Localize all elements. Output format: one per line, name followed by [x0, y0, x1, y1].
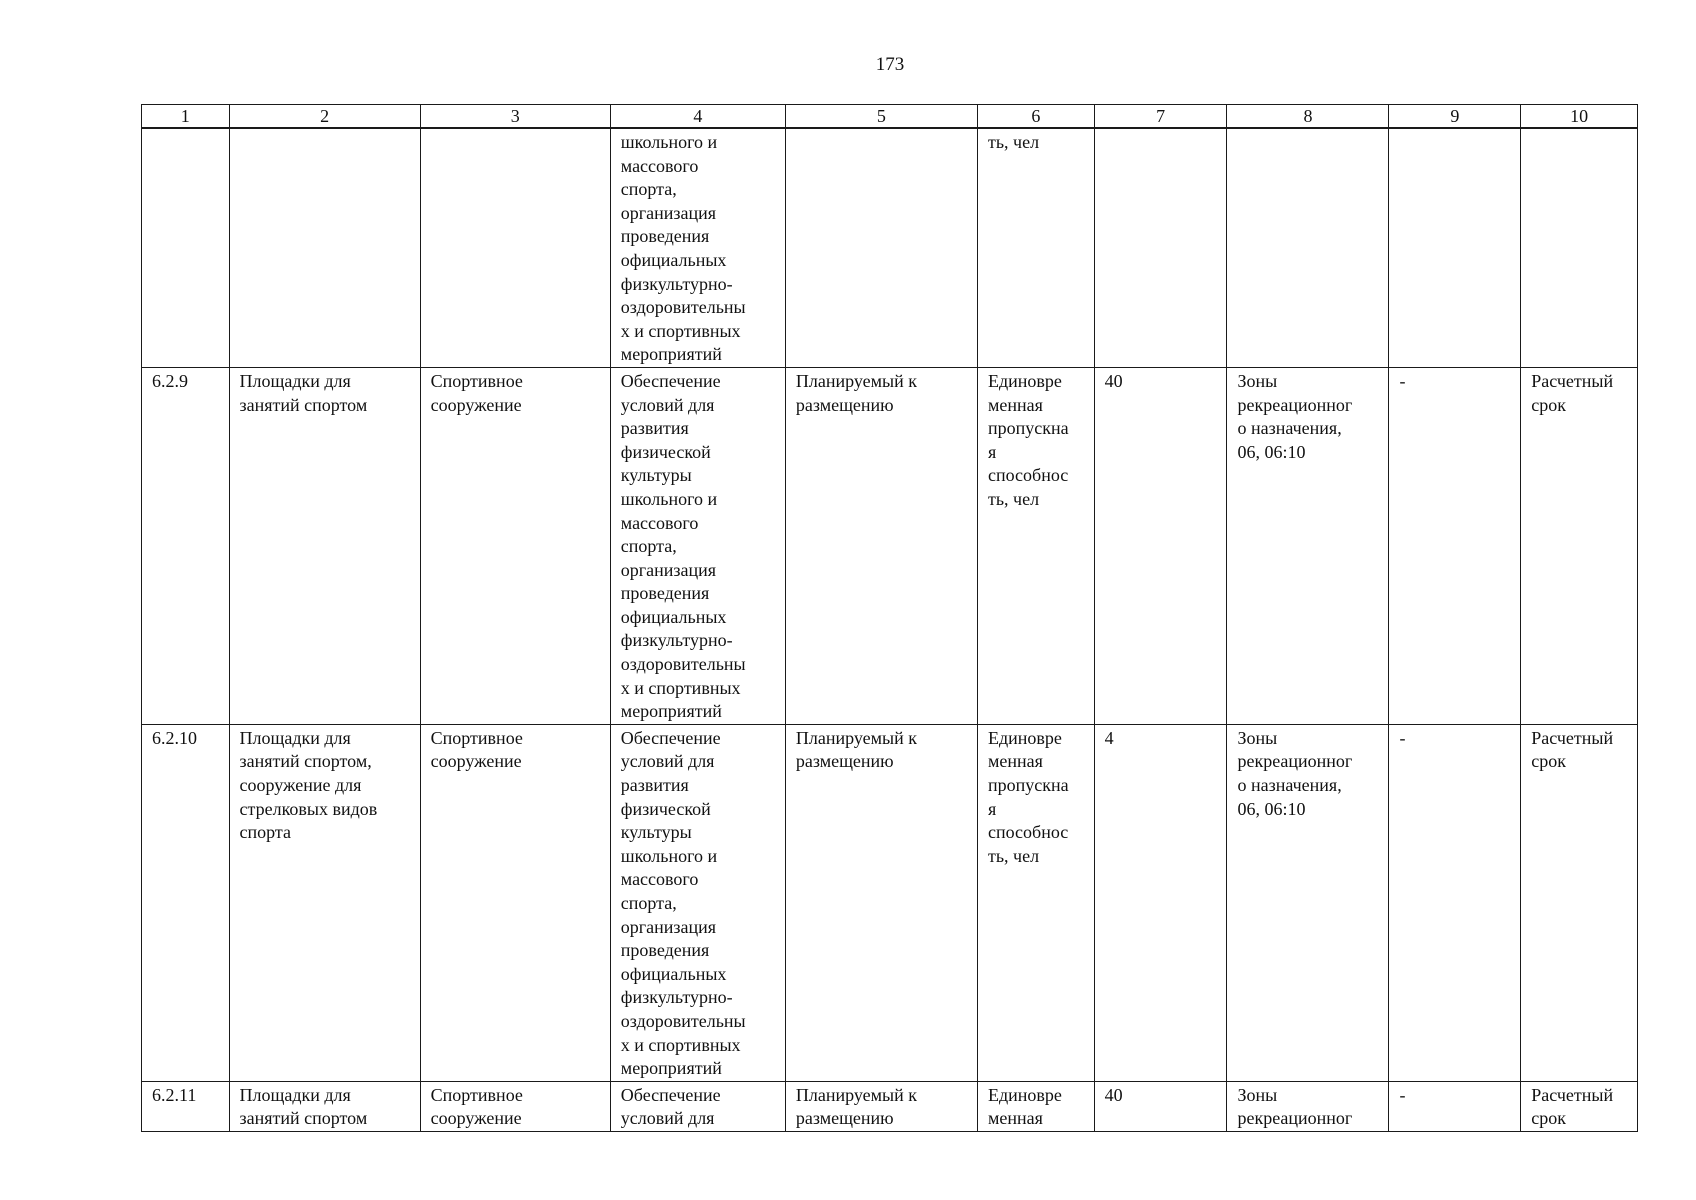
table-cell — [1389, 1081, 1521, 1131]
cell-text: 06, 06:10 — [1237, 798, 1306, 819]
cell-text: 6.2.10 — [152, 727, 197, 748]
cell-text: условий для — [620, 751, 715, 772]
cell-text: сооружение — [430, 394, 522, 415]
cell-text: срок — [1531, 1108, 1566, 1129]
cell-text: организация — [620, 916, 717, 937]
table-cell — [1389, 367, 1521, 724]
cell-text: массового — [620, 869, 699, 890]
column-header: 2 — [229, 105, 420, 129]
cell-text: - — [1399, 370, 1406, 391]
table-cell — [1094, 128, 1227, 367]
cell-text: о назначения, — [1237, 775, 1342, 796]
table-cell — [1227, 1081, 1389, 1131]
table-cell — [610, 724, 785, 1081]
column-header: 9 — [1389, 105, 1521, 129]
column-header: 1 — [142, 105, 230, 129]
cell-text: 06, 06:10 — [1237, 441, 1306, 462]
cell-text: размещению — [795, 394, 894, 415]
cell-text: стрелковых видов — [239, 798, 378, 819]
planning-table — [141, 104, 1638, 1132]
table-row — [142, 724, 1638, 1081]
cell-text: менная — [987, 751, 1043, 772]
table-cell — [1227, 724, 1389, 1081]
cell-text: пропускна — [987, 418, 1069, 439]
cell-text: менная — [987, 1108, 1043, 1129]
cell-text: Планируемый к — [795, 1084, 917, 1105]
cell-text: срок — [1531, 751, 1566, 772]
cell-text: мероприятий — [620, 701, 722, 722]
cell-text: организация — [620, 559, 717, 580]
column-header: 7 — [1094, 105, 1227, 129]
table-cell — [229, 1081, 420, 1131]
table-row — [142, 1081, 1638, 1131]
cell-text: способнос — [987, 822, 1069, 843]
cell-text: мероприятий — [620, 1058, 722, 1079]
cell-text: официальных — [620, 606, 727, 627]
table-cell — [610, 367, 785, 724]
cell-text: занятий спортом — [239, 394, 368, 415]
column-header: 10 — [1521, 105, 1638, 129]
header-row — [142, 105, 1638, 129]
column-header: 3 — [420, 105, 610, 129]
cell-text: Планируемый к — [795, 370, 917, 391]
table-cell — [610, 128, 785, 367]
cell-text: Единовре — [987, 370, 1062, 391]
cell-text: рекреационног — [1237, 1108, 1353, 1129]
cell-text: размещению — [795, 1108, 894, 1129]
cell-text: занятий спортом, — [239, 751, 372, 772]
table-cell — [1094, 724, 1227, 1081]
cell-text: спорта, — [620, 179, 677, 200]
table-cell — [229, 724, 420, 1081]
cell-text: пропускна — [987, 775, 1069, 796]
cell-text: ть, чел — [987, 132, 1040, 152]
table-cell — [1521, 367, 1638, 724]
cell-text: Единовре — [987, 727, 1062, 748]
cell-text: Обеспечение — [620, 727, 721, 748]
column-header: 6 — [977, 105, 1094, 129]
cell-text: Единовре — [987, 1084, 1062, 1105]
cell-text: занятий спортом — [239, 1108, 368, 1129]
table-cell — [977, 128, 1094, 367]
cell-text: культуры — [620, 822, 692, 843]
table-cell — [142, 367, 230, 724]
column-header: 5 — [785, 105, 977, 129]
cell-text: мероприятий — [620, 344, 722, 365]
cell-text: Расчетный — [1531, 370, 1614, 391]
cell-text: менная — [987, 394, 1043, 415]
page-number: 173 — [875, 54, 905, 75]
table-cell — [785, 724, 977, 1081]
cell-text: срок — [1531, 394, 1566, 415]
cell-text: 40 — [1104, 1084, 1123, 1105]
cell-text: Площадки для — [239, 370, 351, 391]
table-cell — [142, 1081, 230, 1131]
table-row — [142, 367, 1638, 724]
cell-text: я — [987, 798, 997, 819]
table-cell — [785, 1081, 977, 1131]
cell-text: Расчетный — [1531, 1084, 1614, 1105]
cell-text: массового — [620, 155, 699, 176]
cell-text: Зоны — [1237, 370, 1278, 391]
table-cell — [977, 367, 1094, 724]
cell-text: оздоровительны — [620, 654, 746, 675]
cell-text: сооружение для — [239, 775, 362, 796]
cell-text: о назначения, — [1237, 418, 1342, 439]
table-cell — [1227, 367, 1389, 724]
table-cell — [1521, 1081, 1638, 1131]
cell-text: 6.2.9 — [152, 370, 188, 391]
table-cell — [420, 724, 610, 1081]
table-cell — [1227, 128, 1389, 367]
cell-text: ть, чел — [987, 488, 1040, 509]
cell-text: культуры — [620, 465, 692, 486]
column-header: 8 — [1227, 105, 1389, 129]
cell-text: рекреационног — [1237, 751, 1353, 772]
table-cell — [610, 1081, 785, 1131]
cell-text: оздоровительны — [620, 297, 746, 318]
table-cell — [1521, 128, 1638, 367]
cell-text: 6.2.11 — [152, 1084, 197, 1105]
cell-text: 4 — [1104, 727, 1114, 748]
cell-text: сооружение — [430, 751, 522, 772]
cell-text: х и спортивных — [620, 320, 741, 341]
cell-text: спорта, — [620, 893, 677, 913]
cell-text: массового — [620, 512, 699, 533]
cell-text: физкультурно- — [620, 273, 733, 294]
cell-text: Планируемый к — [795, 727, 917, 748]
cell-text: размещению — [795, 751, 894, 772]
cell-text: Обеспечение — [620, 1084, 721, 1105]
cell-text: развития — [620, 418, 689, 439]
cell-text: развития — [620, 775, 689, 796]
cell-text: ть, чел — [987, 845, 1040, 866]
table-cell — [785, 367, 977, 724]
cell-text: - — [1399, 1084, 1406, 1105]
table-cell — [1389, 128, 1521, 367]
cell-text: официальных — [620, 249, 727, 270]
table-cell — [420, 128, 610, 367]
cell-text: школьного и — [620, 488, 718, 509]
cell-text: проведения — [620, 940, 710, 961]
table-cell — [1389, 724, 1521, 1081]
cell-text: 40 — [1104, 370, 1123, 391]
cell-text: Площадки для — [239, 1084, 351, 1105]
cell-text: школьного и — [620, 845, 718, 866]
cell-text: спорта, — [620, 536, 677, 557]
table-cell — [1094, 1081, 1227, 1131]
cell-text: Спортивное — [430, 370, 523, 391]
table-cell — [785, 128, 977, 367]
cell-text: х и спортивных — [620, 1034, 741, 1055]
cell-text: физической — [620, 798, 711, 819]
cell-text: Площадки для — [239, 727, 351, 748]
column-header: 4 — [610, 105, 785, 129]
table-cell — [142, 724, 230, 1081]
cell-text: официальных — [620, 963, 727, 984]
cell-text: условий для — [620, 1108, 715, 1129]
cell-text: спорта — [239, 822, 291, 843]
table-cell — [229, 128, 420, 367]
cell-text: способнос — [987, 465, 1069, 486]
cell-text: рекреационног — [1237, 394, 1353, 415]
cell-text: школьного и — [620, 132, 718, 152]
cell-text: оздоровительны — [620, 1010, 746, 1031]
cell-text: проведения — [620, 226, 710, 247]
cell-text: я — [987, 441, 997, 462]
cell-text: проведения — [620, 583, 710, 604]
cell-text: Расчетный — [1531, 727, 1614, 748]
cell-text: Обеспечение — [620, 370, 721, 391]
table-cell — [142, 128, 230, 367]
cell-text: Зоны — [1237, 1084, 1278, 1105]
cell-text: Спортивное — [430, 727, 523, 748]
table-cell — [977, 1081, 1094, 1131]
table-cell — [1094, 367, 1227, 724]
table-cell — [420, 1081, 610, 1131]
cell-text: х и спортивных — [620, 677, 741, 698]
cell-text: физкультурно- — [620, 987, 733, 1008]
table-row-continuation — [142, 128, 1638, 367]
cell-text: сооружение — [430, 1108, 522, 1129]
table-cell — [229, 367, 420, 724]
cell-text: условий для — [620, 394, 715, 415]
table-cell — [1521, 724, 1638, 1081]
cell-text: Зоны — [1237, 727, 1278, 748]
table-cell — [977, 724, 1094, 1081]
table-cell — [420, 367, 610, 724]
cell-text: физической — [620, 441, 711, 462]
cell-text: Спортивное — [430, 1084, 523, 1105]
cell-text: - — [1399, 727, 1406, 748]
cell-text: организация — [620, 202, 717, 223]
cell-text: физкультурно- — [620, 630, 733, 651]
